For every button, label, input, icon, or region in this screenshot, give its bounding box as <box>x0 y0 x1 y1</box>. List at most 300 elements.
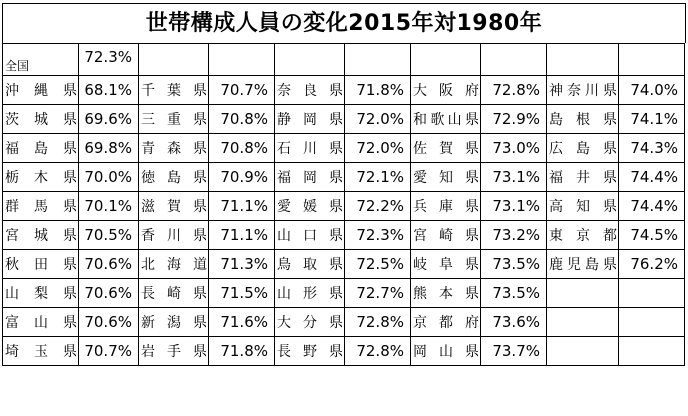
prefecture-value-cell[interactable] <box>79 76 139 105</box>
prefecture-value: 68.1% <box>84 81 132 99</box>
prefecture-name-cell[interactable] <box>3 337 79 366</box>
empty-cell[interactable] <box>619 279 685 308</box>
prefecture-value: 72.7% <box>356 284 404 302</box>
prefecture-name-char: 県 <box>329 344 343 360</box>
prefecture-name-cell[interactable] <box>411 163 481 192</box>
prefecture-value-cell[interactable] <box>619 76 685 105</box>
prefecture-name-cell[interactable] <box>275 308 345 337</box>
prefecture-name <box>277 254 343 274</box>
table-row <box>3 134 685 163</box>
table-row <box>3 337 685 366</box>
prefecture-name-cell[interactable] <box>411 279 481 308</box>
prefecture-name-cell[interactable] <box>547 105 619 134</box>
prefecture-name-char: 県 <box>329 170 343 186</box>
prefecture-name-char: 滋 <box>141 199 155 215</box>
prefecture-name-cell[interactable] <box>411 308 481 337</box>
prefecture-name-char: 媛 <box>303 199 317 215</box>
prefecture-value: 71.8% <box>356 81 404 99</box>
prefecture-name-char: 重 <box>167 112 181 128</box>
empty-cell[interactable] <box>547 337 619 366</box>
prefecture-name-cell[interactable] <box>547 192 619 221</box>
prefecture-name-char: 県 <box>63 199 77 215</box>
empty-cell[interactable] <box>139 44 209 76</box>
prefecture-value: 72.0% <box>356 110 404 128</box>
prefecture-name <box>277 80 343 100</box>
prefecture-value-cell[interactable] <box>209 279 275 308</box>
prefecture-name <box>549 109 617 129</box>
prefecture-value-cell[interactable] <box>79 192 139 221</box>
prefecture-value: 70.7% <box>84 342 132 360</box>
prefecture-value: 70.6% <box>84 255 132 273</box>
prefecture-name-cell[interactable] <box>547 76 619 105</box>
prefecture-name-char: 県 <box>329 112 343 128</box>
empty-cell[interactable] <box>547 44 619 76</box>
prefecture-name <box>549 80 617 100</box>
prefecture-value: 71.3% <box>220 255 268 273</box>
prefecture-name-cell[interactable] <box>275 221 345 250</box>
prefecture-name-char: 宮 <box>413 228 427 244</box>
prefecture-name <box>277 225 343 245</box>
prefecture-name-char: 岐 <box>413 257 427 273</box>
prefecture-name-cell[interactable] <box>411 105 481 134</box>
prefecture-value: 72.5% <box>356 255 404 273</box>
table-row-national <box>3 44 685 76</box>
prefecture-name <box>5 312 77 332</box>
nation-value-cell[interactable] <box>79 44 139 76</box>
prefecture-value-cell[interactable] <box>345 163 411 192</box>
prefecture-name-cell[interactable] <box>275 337 345 366</box>
prefecture-value-cell[interactable] <box>619 192 685 221</box>
prefecture-name-char: 県 <box>63 83 77 99</box>
prefecture-name <box>141 341 207 361</box>
prefecture-name-char: 県 <box>465 286 479 302</box>
empty-cell[interactable] <box>345 44 411 76</box>
prefecture-value-cell[interactable] <box>79 308 139 337</box>
prefecture-name-char: 海 <box>167 257 181 273</box>
prefecture-name-char: 県 <box>193 315 207 331</box>
prefecture-name <box>277 196 343 216</box>
empty-cell[interactable] <box>619 308 685 337</box>
prefecture-name-cell[interactable] <box>139 221 209 250</box>
prefecture-value: 69.6% <box>84 110 132 128</box>
prefecture-name-char: 庫 <box>439 199 453 215</box>
table-row <box>3 279 685 308</box>
prefecture-name-char: 県 <box>63 344 77 360</box>
prefecture-name-char: 兵 <box>413 199 427 215</box>
prefecture-value: 71.1% <box>220 226 268 244</box>
prefecture-name-char: 秋 <box>5 257 19 273</box>
prefecture-name-cell[interactable] <box>139 76 209 105</box>
prefecture-name <box>277 283 343 303</box>
prefecture-value-cell[interactable] <box>209 163 275 192</box>
prefecture-name-char: 県 <box>329 257 343 273</box>
prefecture-name-char: 県 <box>193 112 207 128</box>
prefecture-name-cell[interactable] <box>411 250 481 279</box>
empty-cell[interactable] <box>619 337 685 366</box>
prefecture-value-cell[interactable] <box>481 308 547 337</box>
prefecture-name-char: 県 <box>193 141 207 157</box>
prefecture-value: 71.1% <box>220 197 268 215</box>
prefecture-value-cell[interactable] <box>345 279 411 308</box>
prefecture-value: 72.8% <box>356 342 404 360</box>
prefecture-name-char: 阪 <box>439 83 453 99</box>
prefecture-value-cell[interactable] <box>481 192 547 221</box>
prefecture-name <box>277 167 343 187</box>
prefecture-name-char: 香 <box>141 228 155 244</box>
prefecture-name-char: 奈 <box>567 83 581 99</box>
prefecture-value-cell[interactable] <box>345 250 411 279</box>
prefecture-name <box>141 196 207 216</box>
prefecture-name-cell[interactable] <box>3 308 79 337</box>
prefecture-name-char: 県 <box>329 199 343 215</box>
prefecture-value: 72.1% <box>356 168 404 186</box>
prefecture-value: 70.9% <box>220 168 268 186</box>
prefecture-name <box>413 312 479 332</box>
prefecture-name-cell[interactable] <box>139 192 209 221</box>
prefecture-name-char: 島 <box>549 112 563 128</box>
prefecture-name-char: 栃 <box>5 170 19 186</box>
prefecture-name-cell[interactable] <box>275 279 345 308</box>
prefecture-value-cell[interactable] <box>209 192 275 221</box>
prefecture-name-cell[interactable] <box>275 250 345 279</box>
prefecture-name-char: 川 <box>167 228 181 244</box>
prefecture-value-cell[interactable] <box>345 308 411 337</box>
prefecture-name-char: 岡 <box>303 170 317 186</box>
prefecture-name-char: 梨 <box>34 286 48 302</box>
prefecture-name-char: 県 <box>193 344 207 360</box>
prefecture-name-cell[interactable] <box>275 163 345 192</box>
prefecture-value-cell[interactable] <box>345 76 411 105</box>
prefecture-name-char: 県 <box>63 315 77 331</box>
prefecture-name <box>413 167 479 187</box>
prefecture-name-cell[interactable] <box>411 221 481 250</box>
prefecture-value-cell[interactable] <box>79 279 139 308</box>
prefecture-name <box>413 341 479 361</box>
prefecture-name <box>5 225 77 245</box>
table-title: 世帯構成人員の変化2015年対1980年 <box>2 3 686 43</box>
prefecture-value-cell[interactable] <box>481 76 547 105</box>
prefecture-name-char: 県 <box>465 199 479 215</box>
prefecture-name-cell[interactable] <box>411 192 481 221</box>
prefecture-value: 73.0% <box>492 139 540 157</box>
prefecture-name <box>5 167 77 187</box>
prefecture-name-char: 山 <box>277 286 291 302</box>
prefecture-name-char: 城 <box>34 228 48 244</box>
prefecture-name <box>413 283 479 303</box>
prefecture-value-cell[interactable] <box>481 250 547 279</box>
prefecture-name-char: 神 <box>549 83 563 99</box>
prefecture-name-char: 本 <box>439 286 453 302</box>
prefecture-name-cell[interactable] <box>411 76 481 105</box>
prefecture-value-cell[interactable] <box>481 105 547 134</box>
prefecture-name-char: 大 <box>413 83 427 99</box>
prefecture-value-cell[interactable] <box>209 134 275 163</box>
prefecture-name-char: 阜 <box>439 257 453 273</box>
prefecture-name-char: 川 <box>585 83 599 99</box>
prefecture-name-char: 茨 <box>5 112 19 128</box>
prefecture-name-char: 県 <box>329 83 343 99</box>
prefecture-name-char: 富 <box>5 315 19 331</box>
table-row <box>3 221 685 250</box>
prefecture-name-char: 形 <box>303 286 317 302</box>
prefecture-name-cell[interactable] <box>275 192 345 221</box>
prefecture-name-char: 府 <box>465 83 479 99</box>
prefecture-name-cell[interactable] <box>3 134 79 163</box>
prefecture-name <box>5 109 77 129</box>
prefecture-name-char: 知 <box>576 199 590 215</box>
prefecture-name-char: 沖 <box>5 83 19 99</box>
prefecture-name-char: 県 <box>464 112 479 128</box>
prefecture-name-cell[interactable] <box>139 134 209 163</box>
prefecture-name-char: 崎 <box>439 228 453 244</box>
prefecture-value-cell[interactable] <box>619 221 685 250</box>
prefecture-name-cell[interactable] <box>139 337 209 366</box>
empty-cell[interactable] <box>275 44 345 76</box>
prefecture-name-cell[interactable] <box>139 279 209 308</box>
prefecture-name-cell[interactable] <box>547 163 619 192</box>
prefecture-name-cell[interactable] <box>547 250 619 279</box>
prefecture-name-cell[interactable] <box>275 76 345 105</box>
prefecture-name-cell[interactable] <box>139 163 209 192</box>
prefecture-name-cell[interactable] <box>3 192 79 221</box>
prefecture-name-char: 賀 <box>167 199 181 215</box>
prefecture-name-char: 長 <box>277 344 291 360</box>
prefecture-name-char: 大 <box>277 315 291 331</box>
prefecture-name-char: 宮 <box>5 228 19 244</box>
prefecture-name-char: 愛 <box>413 170 427 186</box>
prefecture-name-cell[interactable] <box>547 221 619 250</box>
empty-cell[interactable] <box>547 308 619 337</box>
prefecture-name-char: 京 <box>576 228 590 244</box>
prefecture-name-char: 葉 <box>167 83 181 99</box>
prefecture-name-char: 県 <box>193 286 207 302</box>
prefecture-name-char: 都 <box>439 315 453 331</box>
prefecture-value-cell[interactable] <box>619 105 685 134</box>
prefecture-value: 72.8% <box>492 81 540 99</box>
prefecture-name-char: 県 <box>193 170 207 186</box>
prefecture-name-char: 野 <box>303 344 317 360</box>
prefecture-value-cell[interactable] <box>79 134 139 163</box>
prefecture-value-cell[interactable] <box>79 337 139 366</box>
prefecture-value-cell[interactable] <box>209 76 275 105</box>
prefecture-name-char: 県 <box>193 83 207 99</box>
household-size-table <box>2 43 685 366</box>
prefecture-name-char: 県 <box>329 141 343 157</box>
prefecture-name-char: 県 <box>63 141 77 157</box>
prefecture-name <box>5 80 77 100</box>
prefecture-name-char: 石 <box>277 141 291 157</box>
prefecture-value: 76.2% <box>630 255 678 273</box>
prefecture-value: 70.6% <box>84 284 132 302</box>
prefecture-name-char: 森 <box>167 141 181 157</box>
prefecture-name-char: 県 <box>63 286 77 302</box>
prefecture-name-char: 島 <box>34 141 48 157</box>
prefecture-value-cell[interactable] <box>481 221 547 250</box>
prefecture-name-char: 東 <box>549 228 563 244</box>
prefecture-name <box>5 138 77 158</box>
prefecture-name <box>413 225 479 245</box>
spreadsheet <box>2 3 686 410</box>
prefecture-value: 73.5% <box>492 284 540 302</box>
prefecture-name <box>549 225 617 245</box>
prefecture-value-cell[interactable] <box>619 250 685 279</box>
prefecture-name-cell[interactable] <box>3 221 79 250</box>
prefecture-name-cell[interactable] <box>139 308 209 337</box>
prefecture-name-char: 府 <box>465 315 479 331</box>
nation-label: 全国 <box>5 59 30 73</box>
prefecture-value: 71.8% <box>220 342 268 360</box>
prefecture-value-cell[interactable] <box>209 308 275 337</box>
prefecture-name <box>141 312 207 332</box>
prefecture-name-char: 佐 <box>413 141 427 157</box>
prefecture-name-char: 島 <box>167 170 181 186</box>
prefecture-name-char: 福 <box>277 170 291 186</box>
prefecture-name-char: 山 <box>277 228 291 244</box>
empty-cell[interactable] <box>619 44 685 76</box>
prefecture-value: 71.6% <box>220 313 268 331</box>
prefecture-name-char: 川 <box>303 141 317 157</box>
prefecture-value-cell[interactable] <box>345 337 411 366</box>
prefecture-value: 74.3% <box>630 139 678 157</box>
prefecture-name <box>141 138 207 158</box>
prefecture-name-cell[interactable] <box>275 134 345 163</box>
prefecture-value: 70.7% <box>220 81 268 99</box>
prefecture-value: 70.0% <box>84 168 132 186</box>
prefecture-name <box>413 254 479 274</box>
prefecture-value-cell[interactable] <box>345 134 411 163</box>
prefecture-name-char: 県 <box>329 228 343 244</box>
prefecture-value: 72.9% <box>492 110 540 128</box>
prefecture-name-char: 児 <box>567 257 581 273</box>
prefecture-name-char: 福 <box>5 141 19 157</box>
prefecture-name-char: 岡 <box>303 112 317 128</box>
prefecture-name-char: 県 <box>603 257 617 273</box>
prefecture-name-char: 縄 <box>34 83 48 99</box>
prefecture-value-cell[interactable] <box>481 337 547 366</box>
prefecture-name-char: 愛 <box>277 199 291 215</box>
prefecture-name-char: 岡 <box>413 344 427 360</box>
prefecture-value-cell[interactable] <box>79 221 139 250</box>
empty-cell[interactable] <box>547 279 619 308</box>
prefecture-value-cell[interactable] <box>209 250 275 279</box>
prefecture-value: 73.7% <box>492 342 540 360</box>
prefecture-name-char: 県 <box>603 170 617 186</box>
prefecture-name-char: 城 <box>34 112 48 128</box>
prefecture-name-char: 県 <box>63 170 77 186</box>
prefecture-value-cell[interactable] <box>345 105 411 134</box>
prefecture-value: 70.8% <box>220 110 268 128</box>
prefecture-name-char: 和 <box>413 112 427 128</box>
prefecture-name-char: 山 <box>34 315 48 331</box>
prefecture-name-char: 県 <box>465 344 479 360</box>
prefecture-name-char: 井 <box>576 170 590 186</box>
prefecture-name-char: 都 <box>603 228 617 244</box>
prefecture-name-char: 県 <box>63 257 77 273</box>
table-row <box>3 105 685 134</box>
prefecture-name-char: 道 <box>193 257 207 273</box>
prefecture-value: 74.5% <box>630 226 678 244</box>
prefecture-value-cell[interactable] <box>619 134 685 163</box>
table-row <box>3 250 685 279</box>
table-row <box>3 163 685 192</box>
prefecture-name-char: 県 <box>465 228 479 244</box>
prefecture-name-char: 県 <box>329 286 343 302</box>
prefecture-value-cell[interactable] <box>209 105 275 134</box>
prefecture-value-cell[interactable] <box>345 221 411 250</box>
prefecture-name-cell[interactable] <box>139 105 209 134</box>
prefecture-name <box>549 196 617 216</box>
prefecture-name-cell[interactable] <box>3 250 79 279</box>
prefecture-name-char: 岩 <box>141 344 155 360</box>
table-row <box>3 192 685 221</box>
prefecture-name-cell[interactable] <box>3 76 79 105</box>
prefecture-value: 73.5% <box>492 255 540 273</box>
empty-cell[interactable] <box>209 44 275 76</box>
prefecture-value: 73.1% <box>492 197 540 215</box>
prefecture-name-cell[interactable] <box>411 134 481 163</box>
prefecture-name-char: 県 <box>193 228 207 244</box>
prefecture-value-cell[interactable] <box>345 192 411 221</box>
prefecture-name-cell[interactable] <box>3 105 79 134</box>
prefecture-name-char: 県 <box>63 112 77 128</box>
prefecture-name-char: 賀 <box>439 141 453 157</box>
prefecture-value-cell[interactable] <box>481 163 547 192</box>
prefecture-value-cell[interactable] <box>209 337 275 366</box>
prefecture-name-char: 三 <box>141 112 155 128</box>
empty-cell[interactable] <box>481 44 547 76</box>
prefecture-name-char: 鳥 <box>277 257 291 273</box>
prefecture-value: 73.6% <box>492 313 540 331</box>
prefecture-name-cell[interactable] <box>547 134 619 163</box>
prefecture-name-char: 知 <box>439 170 453 186</box>
prefecture-name-char: 取 <box>303 257 317 273</box>
prefecture-name-char: 県 <box>465 141 479 157</box>
nation-label-cell[interactable] <box>3 44 79 76</box>
prefecture-value-cell[interactable] <box>79 250 139 279</box>
prefecture-name-cell[interactable] <box>3 279 79 308</box>
prefecture-value-cell[interactable] <box>619 163 685 192</box>
prefecture-name-cell[interactable] <box>3 163 79 192</box>
prefecture-name <box>277 109 343 129</box>
prefecture-value: 70.1% <box>84 197 132 215</box>
prefecture-name-char: 埼 <box>5 344 19 360</box>
prefecture-value-cell[interactable] <box>79 105 139 134</box>
prefecture-name-char: 鹿 <box>549 257 563 273</box>
prefecture-name-char: 口 <box>303 228 317 244</box>
table-row <box>3 308 685 337</box>
prefecture-name-cell[interactable] <box>275 105 345 134</box>
prefecture-name-cell[interactable] <box>411 337 481 366</box>
prefecture-value-cell[interactable] <box>79 163 139 192</box>
prefecture-value-cell[interactable] <box>481 279 547 308</box>
prefecture-name-char: 県 <box>603 199 617 215</box>
prefecture-value: 74.1% <box>630 110 678 128</box>
prefecture-name <box>5 283 77 303</box>
prefecture-name-char: 県 <box>329 315 343 331</box>
prefecture-name <box>549 167 617 187</box>
prefecture-name-char: 山 <box>5 286 19 302</box>
prefecture-name-char: 静 <box>277 112 291 128</box>
prefecture-name-cell[interactable] <box>139 250 209 279</box>
prefecture-value: 73.2% <box>492 226 540 244</box>
prefecture-name-char: 福 <box>549 170 563 186</box>
prefecture-name-char: 高 <box>549 199 563 215</box>
prefecture-value-cell[interactable] <box>481 134 547 163</box>
prefecture-name-char: 田 <box>34 257 48 273</box>
prefecture-name <box>277 341 343 361</box>
prefecture-value-cell[interactable] <box>209 221 275 250</box>
empty-cell[interactable] <box>411 44 481 76</box>
